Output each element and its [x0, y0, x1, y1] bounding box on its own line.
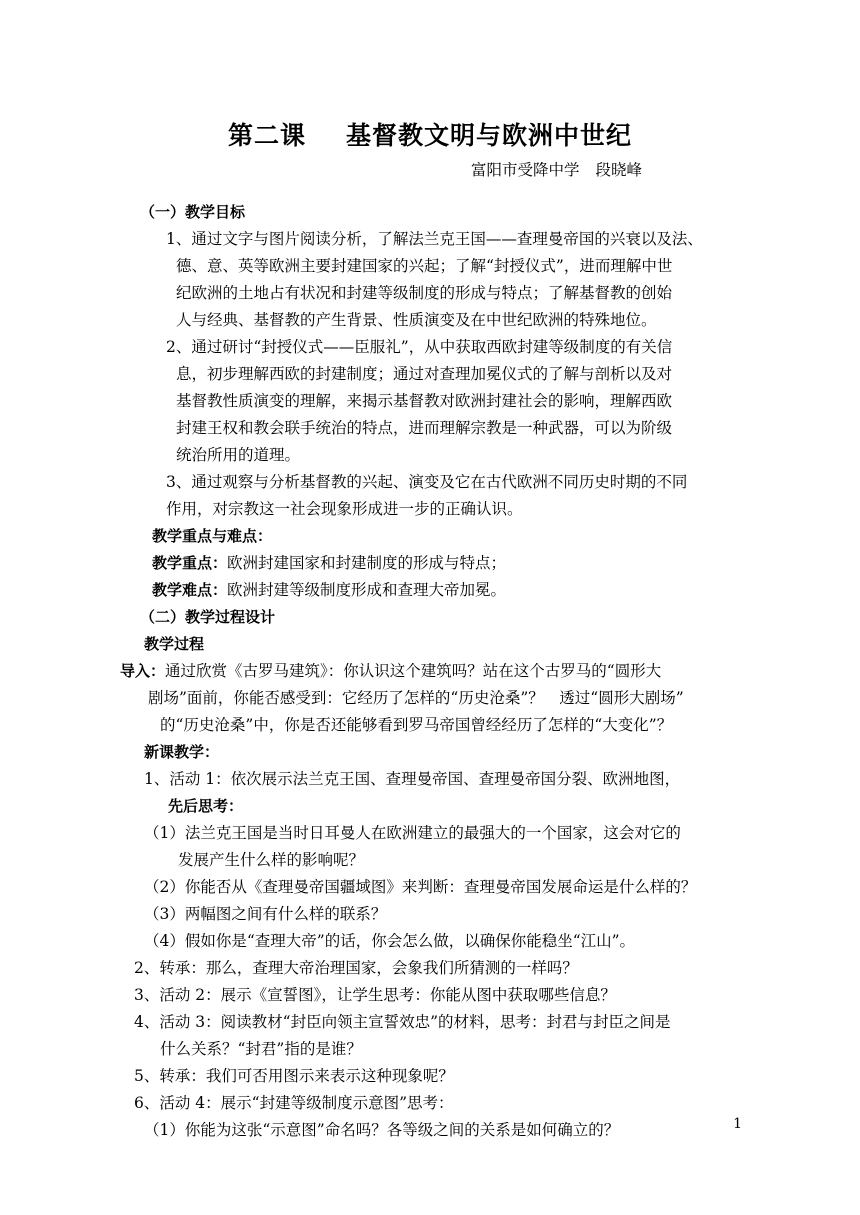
line-text: 通过欣赏《古罗马建筑》：你认识这个建筑吗？站在这个古罗马的“圆形大: [165, 662, 662, 680]
text-line: [178, 850, 364, 870]
text-line: [144, 769, 680, 789]
text-line: [176, 418, 672, 438]
text-line: [176, 283, 672, 303]
text-line: [176, 310, 657, 330]
text-line: [134, 1012, 671, 1032]
text-line: [144, 877, 696, 897]
text-line: [166, 337, 672, 357]
text-line: [144, 931, 635, 951]
text-line: [140, 607, 275, 627]
text-line: [166, 229, 703, 249]
line-text: （一）教学目标: [140, 203, 246, 221]
text-line: [134, 958, 578, 978]
text-line: [152, 526, 272, 546]
line-text: （4）假如你是“查理大帝”的话，你会怎么做，以确保你能稳坐“江山”。: [144, 932, 636, 950]
author-line: [471, 158, 642, 180]
line-text: 5、转承：我们可否用图示来表示这种现象呢？: [134, 1067, 454, 1085]
title-lesson-name: 基督教文明与欧洲中世纪: [346, 121, 633, 150]
line-text: 欧洲封建等级制度形成和查理大帝加冕。: [227, 581, 507, 599]
text-line: [160, 715, 672, 735]
text-line: [140, 202, 245, 222]
line-text: 德、意、英等欧洲主要封建国家的兴起；了解“封授仪式”，进而理解中世: [176, 257, 673, 275]
text-line: [166, 499, 523, 519]
text-line: [166, 472, 687, 492]
title-lesson-number: 第二课: [227, 121, 306, 150]
text-line: [160, 1039, 362, 1059]
author-school: 富阳市受降中学: [470, 161, 580, 179]
page-number: 1: [733, 1116, 742, 1132]
line-text: （1）法兰克王国是当时日耳曼人在欧洲建立的最强大的一个国家，这会对它的: [144, 824, 681, 842]
line-label: 导入：: [120, 662, 166, 680]
line-text: 先后思考：: [168, 797, 244, 815]
line-text: 3、通过观察与分析基督教的兴起、演变及它在古代欧洲不同历史时期的不同: [166, 473, 688, 491]
line-text: 3、活动 2：展示《宣誓图》，让学生思考：你能从图中获取哪些信息？: [134, 986, 616, 1004]
line-text: 2、通过研讨“封授仪式——臣服礼”，从中获取西欧封建等级制度的有关信: [166, 338, 673, 356]
line-text: 作用，对宗教这一社会现象形成进一步的正确认识。: [166, 500, 523, 518]
text-line: [144, 1120, 619, 1140]
line-text: 剧场”面前，你能否感受到：它经历了怎样的“历史沧桑”？ 透过“圆形大剧场”: [148, 689, 684, 707]
line-text: 欧洲封建国家和封建制度的形成与特点；: [227, 554, 507, 572]
text-line: [120, 661, 661, 681]
line-label: 教学难点：: [152, 581, 228, 599]
line-text: 1、通过文字与图片阅读分析，了解法兰克王国——查理曼帝国的兴衰以及法、: [166, 230, 703, 248]
line-text: 统治所用的道理。: [176, 446, 301, 464]
line-text: 人与经典、基督教的产生背景、性质演变及在中世纪欧洲的特殊地位。: [176, 311, 657, 329]
line-text: 发展产生什么样的影响呢？: [178, 851, 365, 869]
line-text: 封建王权和教会联手统治的特点，进而理解宗教是一种武器，可以为阶级: [176, 419, 673, 437]
text-line: [168, 796, 243, 816]
text-line: [134, 985, 616, 1005]
text-line: [148, 688, 684, 708]
line-text: 2、转承：那么，查理大帝治理国家，会象我们所猜测的一样吗？: [134, 959, 578, 977]
line-text: 教学过程: [144, 635, 205, 653]
line-text: 教学重点与难点：: [152, 527, 273, 545]
line-text: （二）教学过程设计: [140, 608, 276, 626]
text-line: [144, 634, 204, 654]
line-text: 4、活动 3：阅读教材“封臣向领主宣誓效忠”的材料，思考：封君与封臣之间是: [134, 1013, 671, 1031]
text-line: [176, 391, 672, 411]
line-text: 新课教学：: [144, 743, 220, 761]
line-text: 息，初步理解西欧的封建制度；通过对查理加冕仪式的了解与剖析以及对: [176, 365, 673, 383]
line-label: 教学重点：: [152, 554, 228, 572]
text-line: [144, 742, 219, 762]
lesson-title: [0, 116, 860, 152]
text-line: [176, 364, 672, 384]
text-line: [134, 1066, 454, 1086]
line-text: 基督教性质演变的理解，来揭示基督教对欧洲封建社会的影响，理解西欧: [176, 392, 673, 410]
line-text: （1）你能为这张“示意图”命名吗？各等级之间的关系是如何确立的？: [144, 1121, 620, 1139]
line-text: 什么关系？“封君”指的是谁？: [160, 1040, 362, 1058]
line-text: 纪欧洲的土地占有状况和封建等级制度的形成与特点；了解基督教的创始: [176, 284, 673, 302]
text-line: [144, 904, 386, 924]
text-line: [176, 445, 300, 465]
text-line: [152, 580, 506, 600]
text-line: [152, 553, 506, 573]
line-text: （2）你能否从《查理曼帝国疆域图》来判断：查理曼帝国发展命运是什么样的？: [144, 878, 697, 896]
line-text: 6、活动 4：展示“封建等级制度示意图”思考：: [134, 1094, 454, 1112]
line-text: （3）两幅图之间有什么样的联系？: [144, 905, 387, 923]
text-line: [134, 1093, 454, 1113]
text-line: [176, 256, 672, 276]
line-text: 1、活动 1：依次展示法兰克王国、查理曼帝国、查理曼帝国分裂、欧洲地图，: [144, 770, 681, 788]
text-line: [144, 823, 681, 843]
line-text: 的“历史沧桑”中，你是否还能够看到罗马帝国曾经经历了怎样的“大变化”？: [160, 716, 673, 734]
author-name: 段晓峰: [595, 161, 642, 179]
